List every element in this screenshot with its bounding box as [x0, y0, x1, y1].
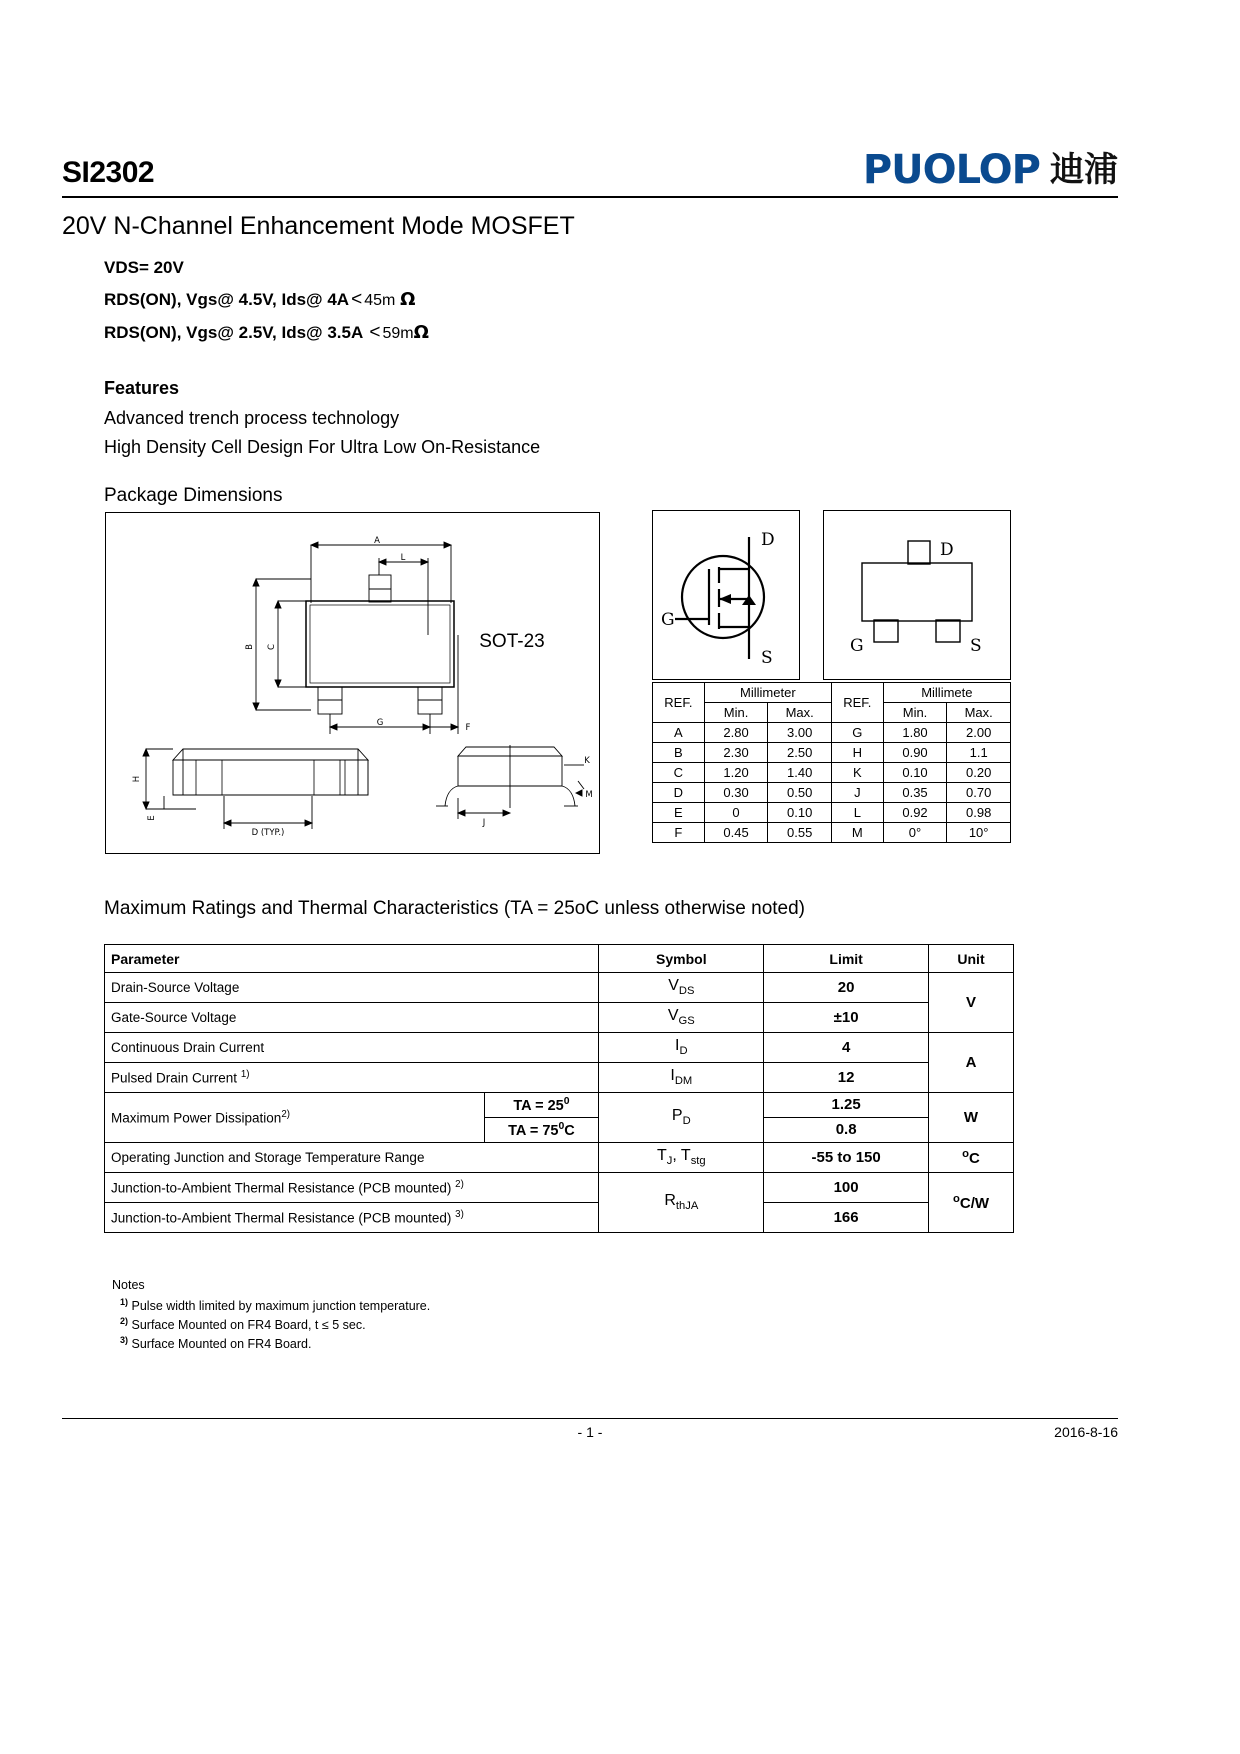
rt-limit: 0.8: [764, 1117, 929, 1142]
rt-symbol: $I_{DM}$: [599, 1063, 764, 1093]
rt-limit: 100: [764, 1172, 929, 1202]
rt-header-limit: Limit: [764, 945, 929, 973]
dim-cell: A: [653, 723, 705, 743]
page-header: [62, 147, 1118, 198]
footer-divider: [62, 1418, 1118, 1419]
table-row: [653, 723, 1011, 743]
rt-symbol: $I_D$: [599, 1033, 764, 1063]
package-drawing-svg: [106, 513, 599, 853]
mosfet-symbol-diagram: [652, 510, 800, 680]
rt-param: Junction-to-Ambient Thermal Resistance (PCB mounted) $^{3)}$: [105, 1202, 599, 1232]
rt-symbol: $V_{GS}$: [599, 1003, 764, 1033]
dim-cell: 0.50: [768, 783, 832, 803]
rt-unit: $^o$C: [929, 1142, 1014, 1172]
dim-cell: 0.92: [883, 803, 947, 823]
feature-item: Advanced trench process technology: [104, 408, 400, 428]
table-row: [105, 1093, 1014, 1118]
dim-label-J: J: [482, 818, 486, 828]
dim-cell: G: [831, 723, 883, 743]
rt-header-unit: Unit: [929, 945, 1014, 973]
note-item: $^{1)}$ Pulse width limited by maximum junction temperature.: [120, 1297, 431, 1314]
dim-cell: 0.55: [768, 823, 832, 843]
spec-rdson-45-value: 45m: [364, 292, 396, 309]
dim-cell: 1.20: [704, 763, 768, 783]
pinout-diagram: [823, 510, 1011, 680]
notes-section: [112, 1278, 430, 1352]
less-than-icon: <: [369, 322, 381, 343]
table-row: [653, 783, 1011, 803]
dim-cell: 2.30: [704, 743, 768, 763]
brand-logo: [862, 147, 1118, 193]
dim-label-B: B: [245, 644, 255, 650]
rt-header-symbol: Symbol: [599, 945, 764, 973]
rt-unit: $^o$C/W: [929, 1172, 1014, 1232]
dim-label-G: G: [376, 718, 384, 728]
dim-cell: 0.20: [947, 763, 1011, 783]
spec-rdson-45-label: RDS(ON), Vgs@ 4.5V, Ids@ 4A: [104, 290, 350, 309]
rt-limit: 12: [764, 1063, 929, 1093]
table-row: [105, 1202, 1014, 1232]
dim-cell: H: [831, 743, 883, 763]
spec-vds-text: VDS= 20V: [104, 258, 184, 277]
spec-rdson-25-value: 59m: [382, 325, 414, 342]
symbol-pin-G: G: [661, 610, 675, 630]
dim-label-F: F: [465, 723, 471, 733]
rt-param: Junction-to-Ambient Thermal Resistance (PCB mounted) $^{2)}$: [105, 1172, 599, 1202]
dim-cell: 1.40: [768, 763, 832, 783]
rt-limit: 4: [764, 1033, 929, 1063]
dim-header-min-right: Min.: [883, 703, 947, 723]
package-dimension-table: [652, 682, 1011, 843]
table-row: [653, 823, 1011, 843]
rt-unit: A: [929, 1033, 1014, 1093]
dim-cell: F: [653, 823, 705, 843]
page-footer: [62, 1424, 1118, 1440]
rt-limit: 166: [764, 1202, 929, 1232]
dim-cell: 3.00: [768, 723, 832, 743]
dim-cell: 0.98: [947, 803, 1011, 823]
rt-unit: W: [929, 1093, 1014, 1143]
rt-symbol: $P_D$: [599, 1093, 764, 1143]
package-name-label: SOT-23: [479, 631, 545, 652]
note-item: $^{3)}$ Surface Mounted on FR4 Board.: [120, 1335, 312, 1352]
dim-cell: 0.45: [704, 823, 768, 843]
dim-cell: 0.30: [704, 783, 768, 803]
rt-param: Gate-Source Voltage: [105, 1003, 599, 1033]
spec-rdson-25-label: RDS(ON), Vgs@ 2.5V, Ids@ 3.5A: [104, 323, 363, 342]
features-section: [104, 378, 540, 466]
spec-rdson-25: [104, 322, 429, 344]
dim-header-unit-left: Millimeter: [704, 683, 831, 703]
feature-item: High Density Cell Design For Ultra Low On-Resistance: [104, 437, 541, 457]
pinout-pin-S: S: [970, 636, 982, 656]
ohm-symbol: Ω: [400, 289, 416, 310]
rt-condition: TA = $25^0$: [484, 1093, 599, 1118]
dim-header-ref-right: REF.: [831, 683, 883, 723]
dim-cell: 0.70: [947, 783, 1011, 803]
dim-cell: B: [653, 743, 705, 763]
dim-label-D: D (TYP.): [251, 828, 285, 838]
brand-chinese-name: 迪浦: [1050, 150, 1118, 190]
dim-cell: L: [831, 803, 883, 823]
package-drawing: [105, 512, 600, 854]
features-heading: Features: [104, 378, 180, 398]
dim-cell: 0.90: [883, 743, 947, 763]
dim-cell: 1.1: [947, 743, 1011, 763]
dim-label-E: E: [147, 815, 157, 821]
page-title: 20V N-Channel Enhancement Mode MOSFET: [62, 212, 575, 240]
pinout-pin-G: G: [850, 636, 864, 656]
rt-symbol: $R_{thJA}$: [599, 1172, 764, 1232]
table-row: [653, 763, 1011, 783]
pinout-svg: [824, 511, 1010, 679]
table-row: [653, 743, 1011, 763]
symbol-pin-D: D: [761, 530, 775, 550]
dim-cell: E: [653, 803, 705, 823]
table-row: [105, 1063, 1014, 1093]
dim-label-L: L: [400, 553, 406, 563]
rt-limit: 20: [764, 973, 929, 1003]
table-header-row: [105, 945, 1014, 973]
dim-cell: M: [831, 823, 883, 843]
table-row: [653, 803, 1011, 823]
table-row: [105, 1033, 1014, 1063]
dim-label-A: A: [374, 536, 380, 546]
rt-limit: -55 to 150: [764, 1142, 929, 1172]
dim-label-M: M: [585, 790, 593, 800]
dim-cell: J: [831, 783, 883, 803]
ohm-symbol: Ω: [413, 322, 429, 343]
rt-limit: ±10: [764, 1003, 929, 1033]
rt-condition: TA = $75^0C$: [484, 1117, 599, 1142]
spec-vds: [104, 258, 429, 278]
dim-cell: 0.35: [883, 783, 947, 803]
dim-header-ref-left: REF.: [653, 683, 705, 723]
dim-cell: K: [831, 763, 883, 783]
rt-symbol: $T_J$, $T_{stg}$: [599, 1142, 764, 1172]
mosfet-symbol-svg: [653, 511, 799, 679]
rt-param: Continuous Drain Current: [105, 1033, 599, 1063]
dim-label-C: C: [267, 644, 277, 650]
table-header-row: [653, 683, 1011, 703]
symbol-pin-S: S: [761, 648, 773, 668]
header-divider: [62, 196, 1118, 198]
rt-param: Drain-Source Voltage: [105, 973, 599, 1003]
dim-cell: 1.80: [883, 723, 947, 743]
table-row: [105, 1003, 1014, 1033]
rt-param: Operating Junction and Storage Temperature Range: [105, 1142, 599, 1172]
dim-cell: 2.00: [947, 723, 1011, 743]
rt-limit: 1.25: [764, 1093, 929, 1118]
rt-param: Maximum Power Dissipation$^{2)}$: [105, 1093, 485, 1143]
dim-header-unit-right: Millimete: [883, 683, 1010, 703]
dim-cell: D: [653, 783, 705, 803]
dim-label-H: H: [132, 775, 142, 783]
notes-heading: Notes: [112, 1278, 145, 1292]
dim-header-min-left: Min.: [704, 703, 768, 723]
dim-cell: 10°: [947, 823, 1011, 843]
table-row: [105, 973, 1014, 1003]
brand-wordmark: PUOLOP: [862, 147, 1040, 193]
note-item: $^{2)}$ Surface Mounted on FR4 Board, t ≤ 5 sec.: [120, 1316, 366, 1333]
dim-cell: 2.50: [768, 743, 832, 763]
dim-header-max-right: Max.: [947, 703, 1011, 723]
dim-cell: C: [653, 763, 705, 783]
dim-cell: 0: [704, 803, 768, 823]
part-number: SI2302: [62, 156, 155, 189]
key-specifications: [104, 258, 429, 355]
dim-cell: 0.10: [883, 763, 947, 783]
dim-cell: 0°: [883, 823, 947, 843]
table-row: [105, 1172, 1014, 1202]
dim-cell: 2.80: [704, 723, 768, 743]
dim-cell: 0.10: [768, 803, 832, 823]
document-date: 2016-8-16: [1054, 1424, 1118, 1440]
rt-symbol: $V_{DS}$: [599, 973, 764, 1003]
rt-unit: V: [929, 973, 1014, 1033]
rt-param: Pulsed Drain Current $^{1)}$: [105, 1063, 599, 1093]
dim-header-max-left: Max.: [768, 703, 832, 723]
dim-label-K: K: [584, 756, 590, 766]
rt-header-parameter: Parameter: [105, 945, 599, 973]
ratings-heading: Maximum Ratings and Thermal Characteristics (TA = 25oC unless otherwise noted): [104, 898, 806, 919]
spec-rdson-45: [104, 289, 429, 311]
table-row: [105, 1142, 1014, 1172]
maximum-ratings-table: [104, 944, 1014, 1233]
less-than-icon: <: [351, 289, 363, 310]
package-dimensions-heading: Package Dimensions: [104, 485, 283, 506]
body-diode-arrow: [719, 594, 731, 604]
pinout-pin-D: D: [940, 540, 954, 560]
page-number: - 1 -: [577, 1424, 603, 1440]
